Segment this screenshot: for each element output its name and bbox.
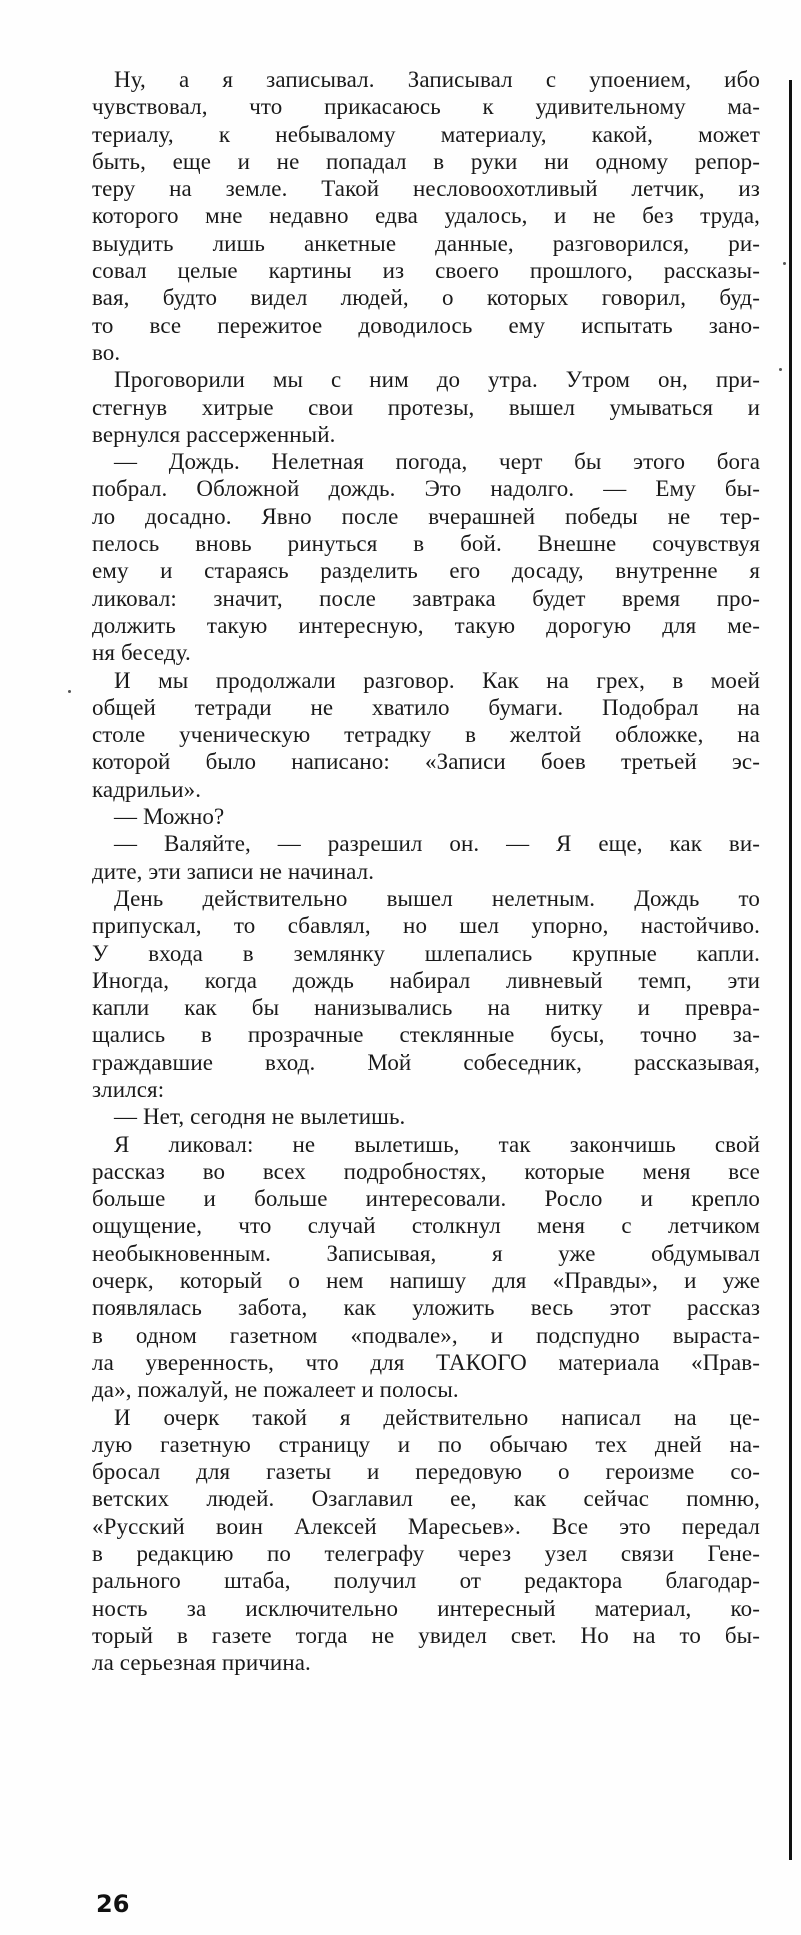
text-line: которого мне недавно едва удалось, и не без труда, — [92, 203, 760, 229]
text-line: — Нет, сегодня не вылетишь. — [114, 1104, 406, 1130]
scan-speck — [68, 690, 71, 693]
text-line: ощущение, что случай столкнул меня с летчиком — [92, 1213, 760, 1239]
text-line: которой было написано: «Записи боев третьей эс- — [92, 749, 760, 775]
text-line: ветских людей. Озаглавил ее, как сейчас помню, — [92, 1486, 760, 1512]
text-line: быть, еще и не попадал в руки ни одному репор- — [92, 148, 760, 174]
page-number: 26 — [96, 1890, 130, 1918]
text-line: кадрильи». — [92, 776, 202, 802]
text-line: щались в прозрачные стеклянные бусы, точно за- — [92, 1022, 760, 1048]
text-line: рального штаба, получил от редактора благодар- — [92, 1568, 760, 1594]
text-line: да», пожалуй, не пожалеет и полосы. — [92, 1377, 459, 1403]
vertical-margin-rule — [789, 80, 792, 1860]
text-line: ла серьезная причина. — [92, 1650, 311, 1676]
text-line: появлялась забота, как уложить весь этот рассказ — [92, 1295, 760, 1321]
text-line: У входа в землянку шлепались крупные капли. — [92, 940, 760, 966]
text-line: ла уверенность, что для ТАКОГО материала «Прав- — [92, 1349, 760, 1375]
text-line: вернулся рассерженный. — [92, 421, 336, 447]
text-line: стегнув хитрые свои протезы, вышел умываться и — [92, 394, 760, 420]
text-line: Иногда, когда дождь набирал ливневый темп, эти — [92, 967, 760, 993]
text-line: лую газетную страницу и по обычаю тех дней на- — [92, 1431, 760, 1457]
text-line: во. — [92, 339, 121, 365]
text-line: ему и стараясь разделить его досаду, внутренне я — [92, 558, 760, 584]
text-line: граждавшие вход. Мой собеседник, рассказывая, — [92, 1049, 760, 1075]
text-line: должить такую интересную, такую дорогую для ме- — [92, 612, 760, 638]
text-line: побрал. Обложной дождь. Это надолго. — Ему бы- — [92, 476, 760, 502]
text-line: капли как бы нанизывались на нитку и превра- — [92, 995, 760, 1021]
text-line: больше и больше интересовали. Росло и крепло — [92, 1186, 760, 1212]
text-line: необыкновенным. Записывая, я уже обдумывал — [92, 1240, 760, 1266]
text-line: териалу, к небывалому материалу, какой, может — [92, 121, 760, 147]
text-line: вая, будто видел людей, о которых говорил, буд- — [92, 285, 760, 311]
text-line: День действительно вышел нелетным. Дождь то — [114, 885, 760, 911]
text-line: — Дождь. Нелетная погода, черт бы этого бога — [114, 449, 760, 475]
scan-speck — [779, 368, 782, 371]
text-line: рассказ во всех подробностях, которые меня все — [92, 1158, 760, 1184]
text-line: злился: — [92, 1076, 165, 1102]
text-line: совал целые картины из своего прошлого, рассказы- — [92, 258, 760, 284]
text-line: ность за исключительно интересный материал, ко- — [92, 1595, 760, 1621]
text-line: ня беседу. — [92, 640, 191, 666]
text-line: ло досадно. Явно после вчерашней победы не тер- — [92, 503, 760, 529]
text-line: в редакцию по телеграфу через узел связи Гене- — [92, 1541, 760, 1567]
text-line: И очерк такой я действительно написал на це- — [114, 1404, 760, 1430]
text-line: — Можно? — [114, 804, 225, 830]
text-line: ликовал: значит, после завтрака будет время про- — [92, 585, 760, 611]
text-line: общей тетради не хватило бумаги. Подобрал на — [92, 694, 760, 720]
text-line: пелось вновь ринуться в бой. Внешне сочувствуя — [92, 531, 760, 557]
text-line: Ну, а я записывал. Записывал с упоением, ибо — [114, 67, 760, 92]
text-line: столе ученическую тетрадку в желтой обложке, на — [92, 722, 760, 748]
text-line: бросал для газеты и передовую о героизме со- — [92, 1459, 760, 1485]
page-body-text — [92, 66, 760, 1677]
text-line: Я ликовал: не вылетишь, так закончишь свой — [114, 1131, 760, 1157]
text-line: торый в газете тогда не увидел свет. Но на то бы- — [92, 1622, 760, 1648]
text-line: дите, эти записи не начинал. — [92, 858, 375, 884]
text-line: припускал, то сбавлял, но шел упорно, настойчиво. — [92, 913, 760, 939]
text-line: И мы продолжали разговор. Как на грех, в моей — [114, 667, 760, 693]
text-line: Проговорили мы с ним до утра. Утром он, при- — [114, 367, 760, 393]
text-line: то все пережитое доводилось ему испытать зано- — [92, 312, 760, 338]
text-line: очерк, который о нем напишу для «Правды», и уже — [92, 1268, 760, 1294]
text-line: — Валяйте, — разрешил он. — Я еще, как ви- — [114, 831, 760, 857]
text-line: теру на земле. Такой несловоохотливый летчик, из — [92, 176, 760, 202]
text-line: выудить лишь анкетные данные, разговорился, ри- — [92, 230, 760, 256]
text-line: в одном газетном «подвале», и подспудно выраста- — [92, 1322, 760, 1348]
text-line: «Русский воин Алексей Маресьев». Все это передал — [92, 1513, 760, 1539]
scan-speck — [783, 262, 786, 265]
text-line: чувствовал, что прикасаюсь к удивительному ма- — [92, 94, 760, 120]
